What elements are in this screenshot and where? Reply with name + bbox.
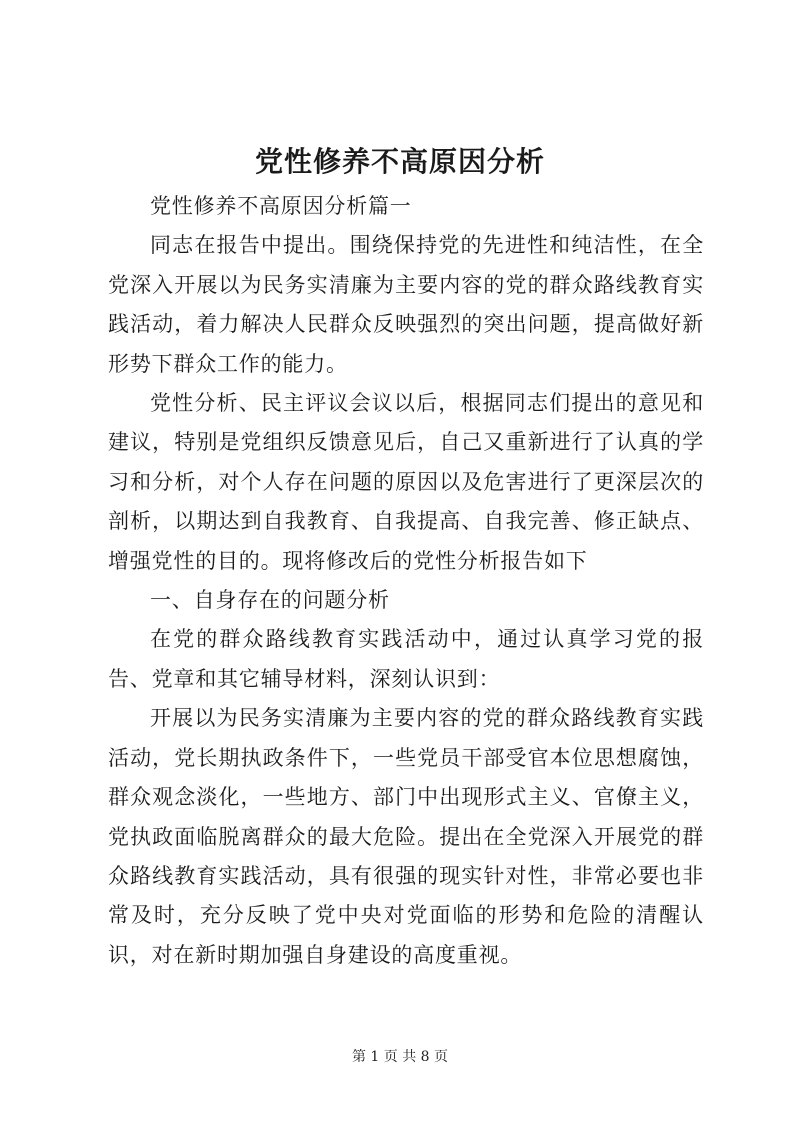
document-title: 党性修养不高原因分析: [254, 145, 545, 178]
paragraph-intro: 同志在报告中提出。围绕保持党的先进性和纯洁性，在全党深入开展以为民务实清廉为主要内容的党的群众路线教育实践活动，着力解决人民群众反映强烈的突出问题，提高做好新形势下群众工作的能力。: [108, 233, 704, 376]
section-heading-part-one: 党性修养不高原因分析篇一: [150, 194, 412, 218]
document-body: [108, 187, 704, 975]
page-number-footer: 第 1 页 共 8 页: [351, 1049, 449, 1065]
paragraph-study: 在党的群众路线教育实践活动中，通过认真学习党的报告、党章和其它辅导材料，深刻认识到：: [108, 627, 704, 691]
paragraph-campaign: 开展以为民务实清廉为主要内容的党的群众路线教育实践活动，党长期执政条件下，一些党员干部受官本位思想腐蚀，群众观念淡化，一些地方、部门中出现形式主义、官僚主义，党执政面临脱离群众的最大危险。提出在全党深入开展党的群众路线教育实践活动，具有很强的现实针对性，非常必要也非常及时，充分反映了党中央对党面临的形势和危险的清醒认识，对在新时期加强自身建设的高度重视。: [108, 706, 704, 967]
paragraph-analysis-background: 党性分析、民主评议会议以后，根据同志们提出的意见和建议，特别是党组织反馈意见后，自己又重新进行了认真的学习和分析，对个人存在问题的原因以及危害进行了更深层次的剖析，以期达到自我教育、自我提高、自我完善、修正缺点、增强党性的目的。现将修改后的党性分析报告如下: [108, 391, 704, 573]
section-heading-problems: 一、自身存在的问题分析: [150, 588, 390, 613]
